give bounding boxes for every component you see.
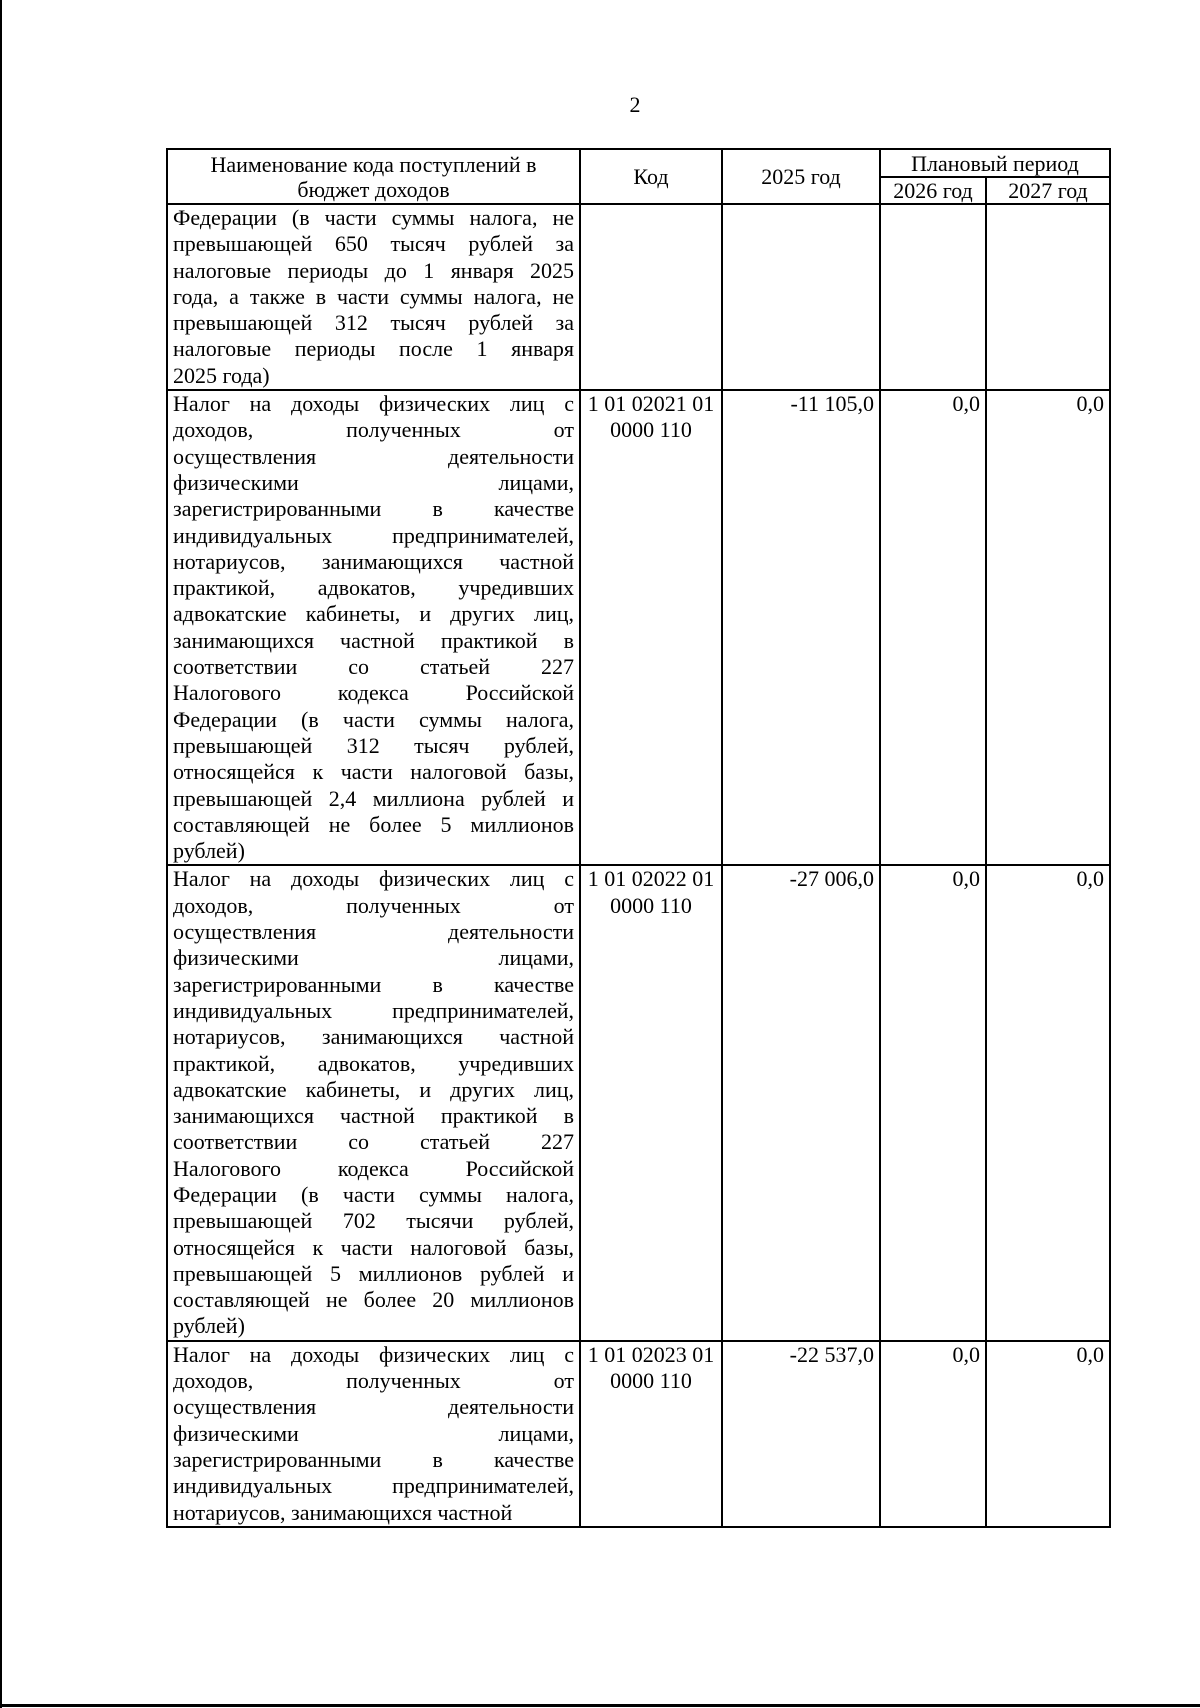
income-name-line: Федерации (в части суммы налога, — [173, 706, 574, 732]
income-name-line: относящейся к части налоговой базы, — [173, 759, 574, 785]
page-number: 2 — [629, 92, 641, 117]
income-name-line: адвокатские кабинеты, и других лиц, — [173, 601, 574, 627]
table-row — [167, 865, 1110, 1340]
income-name-line: физическими лицами, — [173, 945, 574, 971]
income-code-cell: 1 01 02022 01 0000 110 — [580, 865, 722, 1340]
income-name-line: превышающей 702 тысячи рублей, — [173, 1208, 574, 1234]
amount-2026-cell: 0,0 — [880, 1341, 986, 1527]
income-name-line: занимающихся частной практикой в — [173, 627, 574, 653]
income-name-line: превышающей 650 тысяч рублей за — [173, 231, 574, 257]
amount-2027-cell — [986, 204, 1110, 390]
table-row — [167, 1341, 1110, 1527]
income-name-line: соответствии со статьей 227 — [173, 654, 574, 680]
income-name-line: занимающихся частной практикой в — [173, 1103, 574, 1129]
amount-2026-cell: 0,0 — [880, 390, 986, 865]
amount-2027-cell: 0,0 — [986, 390, 1110, 865]
income-table — [166, 148, 1111, 1528]
amount-2025-cell — [722, 204, 880, 390]
income-name-line: нотариусов, занимающихся частной — [173, 1499, 513, 1525]
income-name-line: индивидуальных предпринимателей, — [173, 522, 574, 548]
table-row — [167, 390, 1110, 865]
income-name-line: Налогового кодекса Российской — [173, 680, 574, 706]
scan-edge-bottom — [0, 1704, 1200, 1707]
header-planned-period: Плановый период — [880, 149, 1110, 177]
income-name-line: рублей) — [173, 838, 245, 864]
income-name-line: нотариусов, занимающихся частной — [173, 548, 574, 574]
income-name-line: практикой, адвокатов, учредивших — [173, 1050, 574, 1076]
income-name-line: доходов, полученных от — [173, 417, 574, 443]
income-name-line: соответствии со статьей 227 — [173, 1129, 574, 1155]
income-name-line: Федерации (в части суммы налога, — [173, 1181, 574, 1207]
amount-2025-cell: -11 105,0 — [722, 390, 880, 865]
income-name-line: превышающей 312 тысяч рублей за — [173, 310, 574, 336]
income-name-line: осуществления деятельности — [173, 443, 574, 469]
table-row — [167, 204, 1110, 390]
header-name: Наименование кода поступлений в бюджет доходов — [167, 149, 580, 204]
amount-2026-cell — [880, 204, 986, 390]
income-name-line: превышающей 5 миллионов рублей и — [173, 1260, 574, 1286]
income-name-line: Налог на доходы физических лиц с — [173, 1341, 574, 1367]
income-name-line: рублей) — [173, 1313, 245, 1339]
header-2026: 2026 год — [880, 177, 986, 204]
income-name-line: доходов, полученных от — [173, 892, 574, 918]
income-name-line: налоговые периоды до 1 января 2025 — [173, 257, 574, 283]
income-name-cell — [167, 865, 580, 1340]
income-name-line: 2025 года) — [173, 362, 270, 388]
income-name-line: зарегистрированными в качестве — [173, 496, 574, 522]
income-code-cell: 1 01 02023 01 0000 110 — [580, 1341, 722, 1527]
table-header — [167, 149, 1110, 204]
header-2027: 2027 год — [986, 177, 1110, 204]
income-name-cell — [167, 204, 580, 390]
income-name-line: адвокатские кабинеты, и других лиц, — [173, 1076, 574, 1102]
income-name-line: практикой, адвокатов, учредивших — [173, 575, 574, 601]
income-name-line: относящейся к части налоговой базы, — [173, 1234, 574, 1260]
income-name-line: Федерации (в части суммы налога, не — [173, 205, 574, 230]
income-name-line: осуществления деятельности — [173, 1394, 574, 1420]
income-name-line: превышающей 312 тысяч рублей, — [173, 732, 574, 758]
income-name-line: индивидуальных предпринимателей, — [173, 1473, 574, 1499]
income-name-line: осуществления деятельности — [173, 919, 574, 945]
income-name-line: налоговые периоды после 1 января — [173, 336, 574, 362]
amount-2027-cell: 0,0 — [986, 1341, 1110, 1527]
income-name-line: нотариусов, занимающихся частной — [173, 1024, 574, 1050]
income-name-line: Налог на доходы физических лиц с — [173, 866, 574, 892]
amount-2027-cell: 0,0 — [986, 865, 1110, 1340]
income-name-line: превышающей 2,4 миллиона рублей и — [173, 785, 574, 811]
amount-2026-cell: 0,0 — [880, 865, 986, 1340]
header-code: Код — [580, 149, 722, 204]
income-name-line: зарегистрированными в качестве — [173, 971, 574, 997]
income-code-cell: 1 01 02021 01 0000 110 — [580, 390, 722, 865]
income-name-line: составляющей не более 5 миллионов — [173, 811, 574, 837]
income-name-cell — [167, 1341, 580, 1527]
income-name-line: физическими лицами, — [173, 469, 574, 495]
amount-2025-cell: -22 537,0 — [722, 1341, 880, 1527]
income-name-line: зарегистрированными в качестве — [173, 1446, 574, 1472]
income-name-line: доходов, полученных от — [173, 1368, 574, 1394]
income-name-line: физическими лицами, — [173, 1420, 574, 1446]
income-name-line: года, а также в части суммы налога, не — [173, 283, 574, 309]
header-2025: 2025 год — [722, 149, 880, 204]
table-body — [167, 204, 1110, 1527]
scan-edge-left — [0, 0, 2, 1708]
income-name-line: составляющей не более 20 миллионов — [173, 1287, 574, 1313]
income-name-line: Налог на доходы физических лиц с — [173, 391, 574, 417]
income-code-cell — [580, 204, 722, 390]
income-name-cell — [167, 390, 580, 865]
income-name-line: индивидуальных предпринимателей, — [173, 997, 574, 1023]
income-name-line: Налогового кодекса Российской — [173, 1155, 574, 1181]
amount-2025-cell: -27 006,0 — [722, 865, 880, 1340]
